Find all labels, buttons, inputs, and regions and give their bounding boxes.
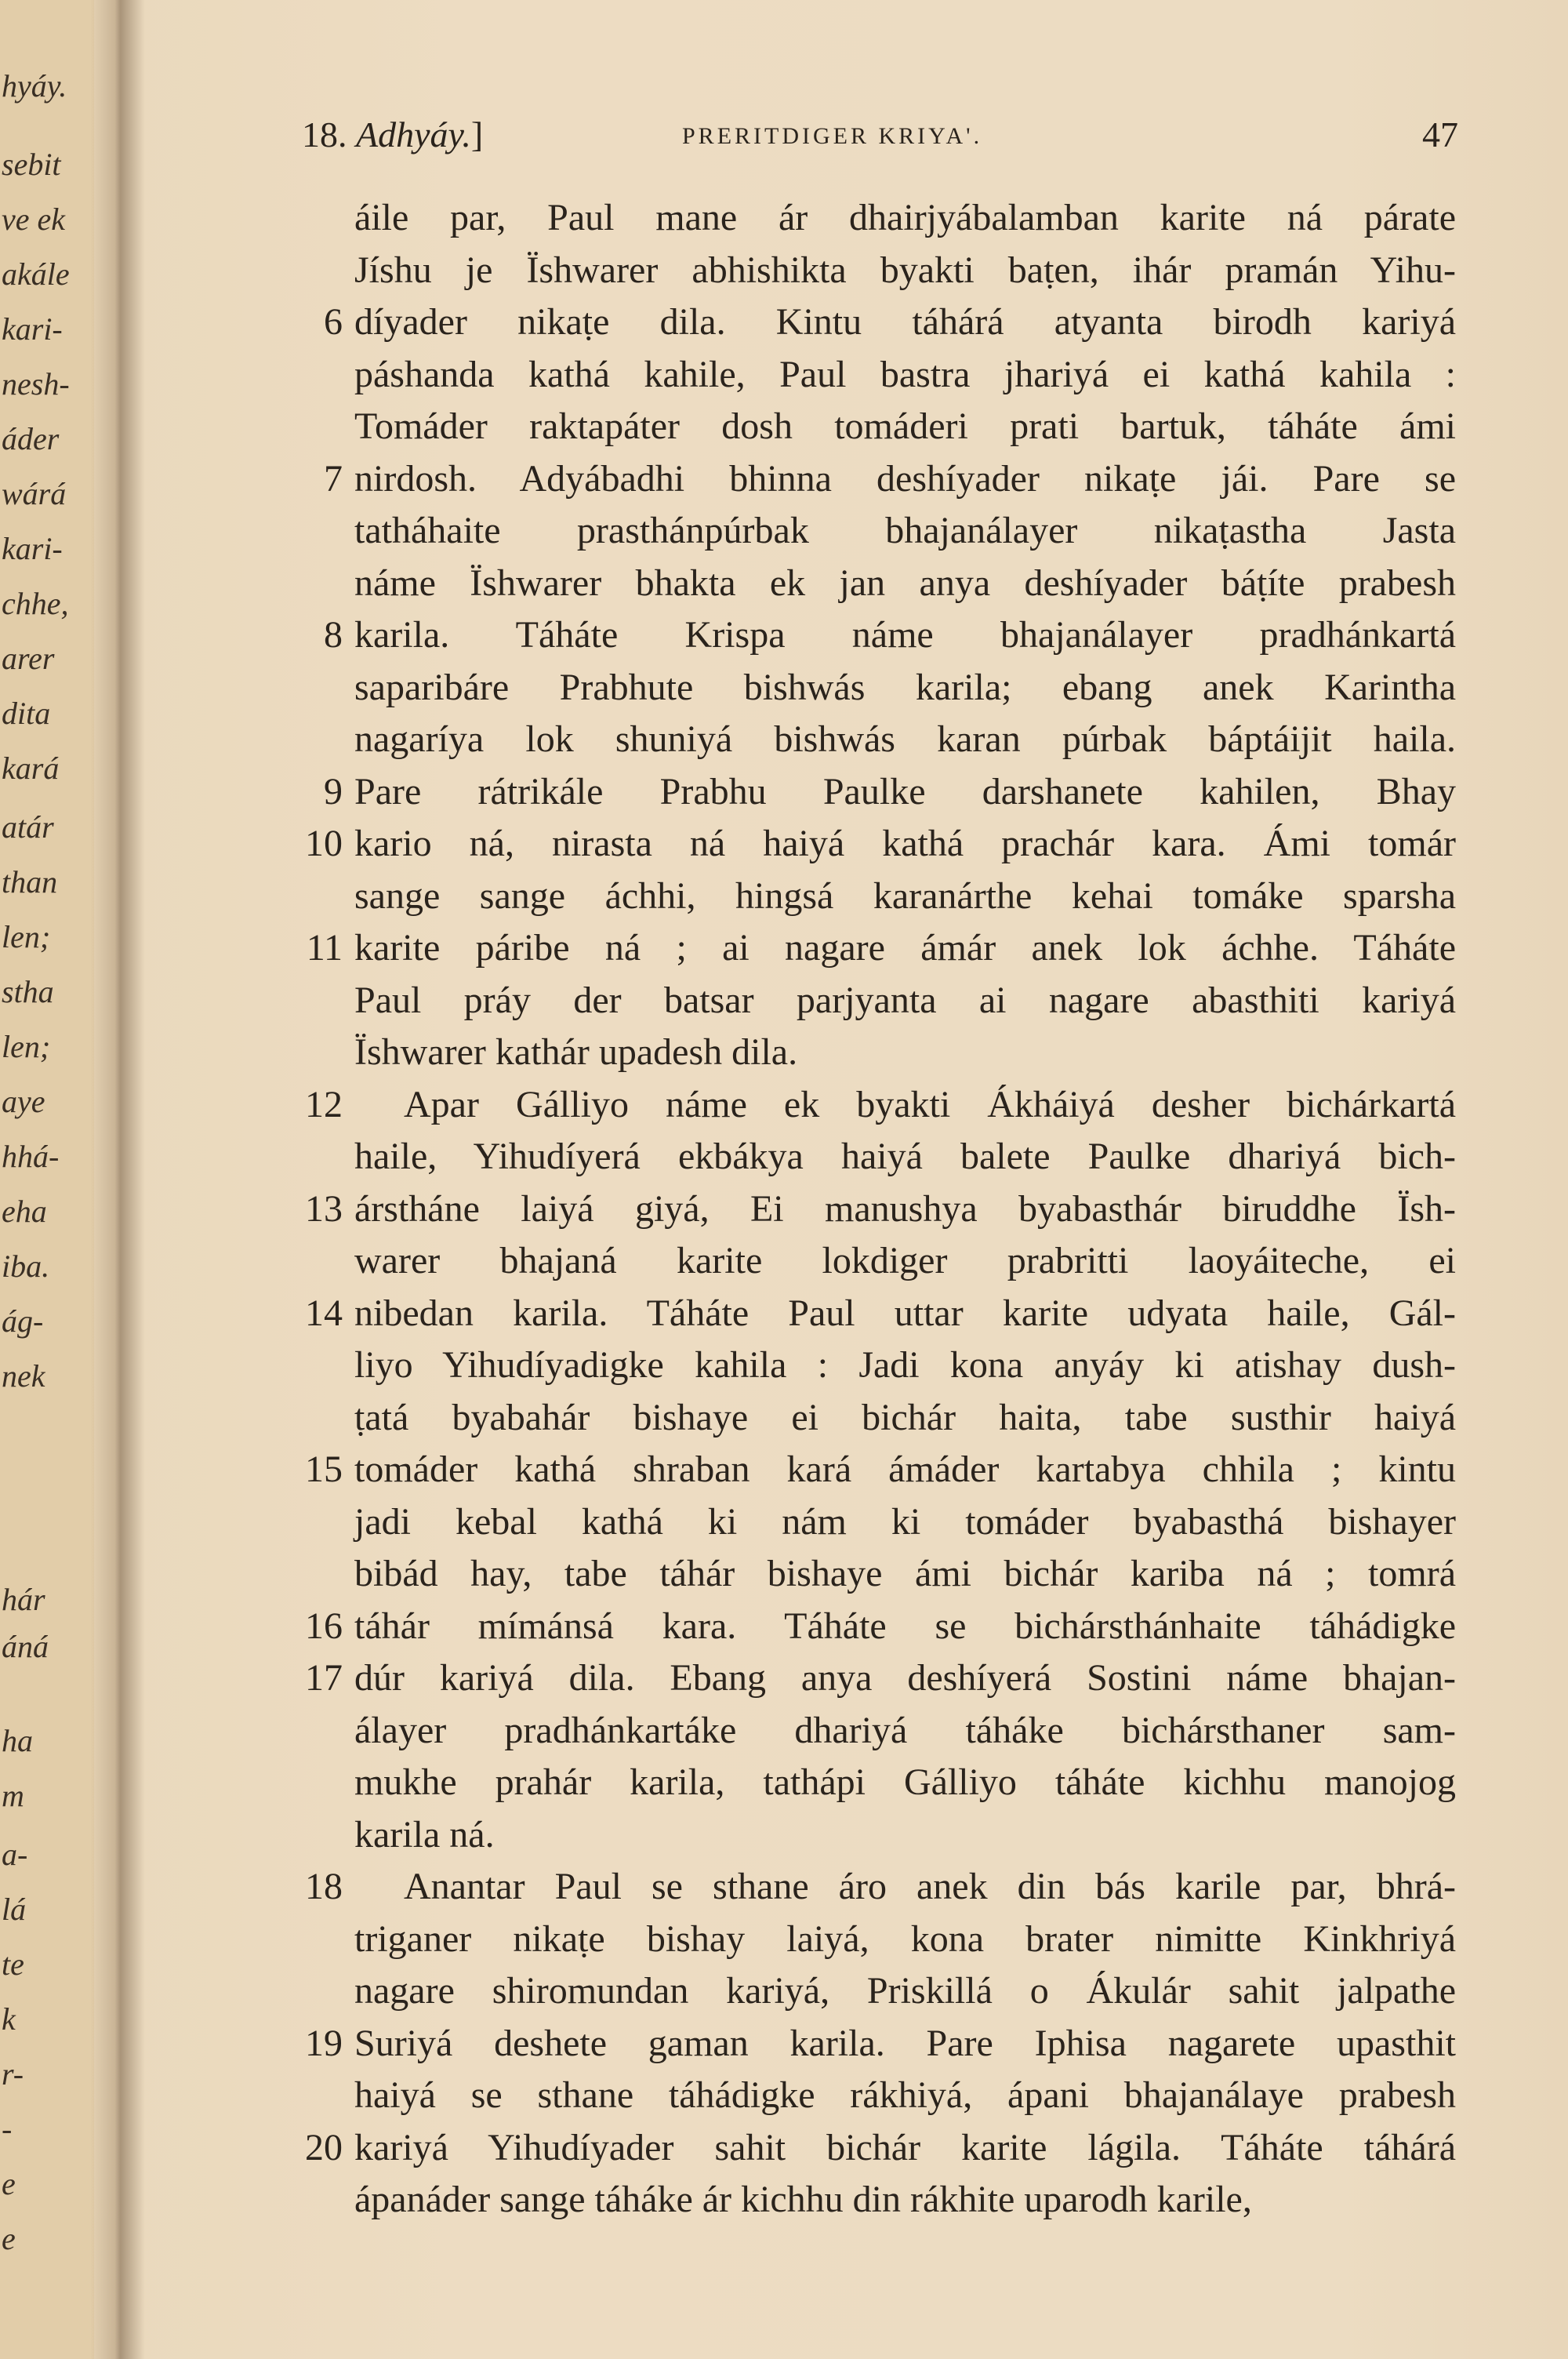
line-text: árstháne laiyá giyá, Ei manushya byabasthár biruddhe Ïsh- (354, 1187, 1456, 1230)
facing-page-fragment: kará (2, 751, 60, 786)
facing-page-fragment: stha (2, 974, 54, 1009)
text-line (0, 766, 1568, 818)
line-text: karite páribe ná ; ai nagare ámár anek lok áchhe. Táháte (354, 927, 1456, 969)
facing-page-fragment: te (2, 1946, 24, 1982)
chapter-reference (302, 114, 483, 155)
line-text: Suriyá deshete gaman karila. Pare Iphisa nagarete upasthit (354, 2022, 1456, 2064)
text-line (0, 1548, 1568, 1600)
facing-page-fragment: akále (2, 256, 70, 292)
verse-number: 13 (305, 1187, 343, 1230)
line-text: náme Ïshwarer bhakta ek jan anya deshíyader báṭíte prabesh (354, 562, 1456, 604)
facing-page-fragment: k (2, 2001, 16, 2037)
facing-page-fragment: aye (2, 1084, 45, 1119)
line-text: Apar Gálliyo náme ek byakti Ákháiyá desher bichárkartá (404, 1083, 1456, 1125)
line-text: warer bhajaná karite lokdiger prabritti laoyáiteche, ei (354, 1240, 1456, 1281)
facing-page-fragment: nek (2, 1358, 45, 1394)
text-line (0, 2122, 1568, 2174)
text-line (0, 1235, 1568, 1287)
text-line (0, 2018, 1568, 2070)
chapter-number: 18. (302, 114, 347, 154)
chapter-word: Adhyáy. (356, 114, 471, 154)
line-text: nagaríya lok shuniyá bishwás karan púrbak báptáijit haila. (354, 718, 1456, 760)
verse-number: 19 (305, 2022, 343, 2064)
text-line (0, 296, 1568, 348)
line-text: ṭatá byabahár bishaye ei bichár haita, tabe susthir haiyá (354, 1396, 1456, 1438)
facing-page-fragment: áná (2, 1629, 49, 1664)
facing-page-fragment: len; (2, 1029, 51, 1064)
line-text: Ïshwarer kathár upadesh dila. (354, 1031, 798, 1073)
verse-number: 12 (305, 1083, 343, 1125)
verse-number: 15 (305, 1448, 343, 1490)
line-text: Tomáder raktapáter dosh tomáderi prati bartuk, táháte ámi (354, 405, 1456, 447)
text-line (0, 1705, 1568, 1757)
facing-page-fragment: dita (2, 696, 51, 731)
line-text: áile par, Paul mane ár dhairjyábalamban karite ná párate (354, 197, 1456, 238)
text-line (0, 1079, 1568, 1131)
text-line (0, 1392, 1568, 1444)
page-number: 47 (1422, 114, 1458, 154)
running-title: PRERITDIGER KRIYA'. (682, 123, 983, 149)
facing-page-fragment: - (2, 2111, 13, 2146)
facing-page-fragment: r- (2, 2056, 24, 2092)
line-text: Jíshu je Ïshwarer abhishikta byakti baṭen, ihár pramán Yihu- (354, 249, 1456, 291)
facing-page-fragment: kari- (2, 531, 63, 566)
facing-page-fragment: kari- (2, 311, 63, 347)
text-line (0, 1496, 1568, 1548)
text-line (0, 714, 1568, 765)
line-text: páshanda kathá kahile, Paul bastra jhariyá ei kathá kahila : (354, 353, 1456, 395)
text-line (0, 1027, 1568, 1078)
text-line (0, 453, 1568, 505)
text-line (0, 1861, 1568, 1913)
text-line (0, 1757, 1568, 1808)
verse-number: 10 (305, 823, 343, 864)
line-text: haiyá se sthane táhádigke rákhiyá, ápani bhajanálaye prabesh (354, 2074, 1456, 2116)
text-line (0, 1914, 1568, 1965)
facing-page-fragment: atár (2, 809, 54, 845)
facing-page-fragment: hhá- (2, 1139, 60, 1174)
facing-page-fragment: wárá (2, 476, 67, 511)
text-line (0, 1444, 1568, 1496)
verse-number: 20 (305, 2126, 343, 2168)
text-line (0, 919, 1568, 974)
line-text: kariyá Yihudíyader sahit bichár karite lágila. Táháte táhárá (354, 2126, 1456, 2168)
text-line (0, 871, 1568, 922)
facing-page-fragment: sebit (2, 147, 61, 182)
facing-page-fragment: hyáy. (2, 68, 67, 104)
facing-page-fragment: ág- (2, 1303, 44, 1339)
text-line (0, 1183, 1568, 1235)
line-text: Anantar Paul se sthane áro anek din bás karile par, bhrá- (404, 1866, 1456, 1907)
facing-page-fragment: a- (2, 1837, 28, 1872)
facing-page-fragment: hár (2, 1582, 45, 1617)
facing-page-fragment: e (2, 2221, 16, 2256)
line-text: karila ná. (354, 1813, 495, 1856)
line-text: karila. Táháte Krispa náme bhajanálayer pradhánkartá (354, 614, 1456, 656)
facing-page-fragment: lá (2, 1892, 27, 1927)
line-text: jadi kebal kathá ki nám ki tomáder byabasthá bishayer (354, 1500, 1456, 1543)
facing-page-fragment: nesh- (2, 366, 70, 402)
text-line (0, 2070, 1568, 2121)
facing-page-fragment: eha (2, 1194, 47, 1229)
line-text: dúr kariyá dila. Ebang anya deshíyerá Sostini náme bhajan- (354, 1657, 1456, 1699)
line-text: saparibáre Prabhute bishwás karila; ebang anek Karintha (354, 666, 1456, 708)
text-line (0, 245, 1568, 296)
line-text: nagare shiromundan kariyá, Priskillá o Ákulár sahit jalpathe (354, 1970, 1456, 2012)
line-text: álayer pradhánkartáke dhariyá táháke bichársthaner sam- (354, 1709, 1456, 1751)
page-header (302, 114, 1458, 161)
verse-number: 8 (324, 614, 343, 656)
text-line (0, 609, 1568, 661)
facing-page-fragment: than (2, 864, 58, 900)
text-line (0, 1339, 1568, 1394)
text-line (0, 2174, 1568, 2226)
line-text: Paul práy der batsar parjyanta ai nagare abasthiti kariyá (354, 979, 1456, 1021)
text-line (0, 1601, 1568, 1652)
text-line (0, 818, 1568, 870)
line-text: bibád hay, tabe táhár bishaye ámi bichár kariba ná ; tomrá (354, 1553, 1456, 1594)
facing-page-fragment: ve ek (2, 202, 66, 237)
line-text: nibedan karila. Táháte Paul uttar karite udyata haile, Gál- (354, 1292, 1456, 1334)
verse-number: 9 (324, 770, 343, 812)
verse-number: 11 (306, 927, 343, 969)
facing-page-fragment: len; (2, 919, 51, 954)
text-line (0, 558, 1568, 609)
line-text: táhár mímánsá kara. Táháte se bichársthánhaite táhádigke (354, 1605, 1456, 1647)
line-text: triganer nikaṭe bishay laiyá, kona brater nimitte Kinkhriyá (354, 1917, 1456, 1960)
text-line (0, 1131, 1568, 1183)
line-text: sange sange áchhi, hingsá karanárthe kehai tomáke sparsha (354, 874, 1456, 917)
verse-number: 6 (324, 301, 343, 343)
chapter-bracket: ] (470, 114, 484, 154)
text-line (0, 401, 1568, 456)
line-text: mukhe prahár karila, tathápi Gálliyo táháte kichhu manojog (354, 1761, 1456, 1803)
verse-number: 16 (305, 1605, 343, 1647)
text-line (0, 662, 1568, 714)
verse-number: 7 (324, 457, 343, 500)
verse-number: 14 (305, 1292, 343, 1334)
facing-page-fragment: chhe, (2, 586, 69, 621)
line-text: kario ná, nirasta ná haiyá kathá prachár kara. Ámi tomár (354, 823, 1456, 864)
facing-page-fragment: m (2, 1778, 24, 1813)
text-line (0, 1809, 1568, 1861)
facing-page-fragment: áder (2, 421, 60, 456)
facing-page-fragment: iba. (2, 1249, 50, 1284)
text-line (0, 349, 1568, 401)
text-line (0, 505, 1568, 557)
facing-page-fragment: arer (2, 641, 55, 676)
text-line (0, 1288, 1568, 1339)
line-text: Pare rátrikále Prabhu Paulke darshanete kahilen, Bhay (354, 770, 1456, 812)
verse-number: 18 (305, 1866, 343, 1907)
verse-number: 17 (305, 1657, 343, 1699)
facing-page-fragment: e (2, 2166, 16, 2201)
line-text: nirdosh. Adyábadhi bhinna deshíyader nikaṭe jái. Pare se (354, 457, 1456, 500)
line-text: díyader nikaṭe dila. Kintu táhárá atyanta birodh kariyá (354, 301, 1456, 343)
line-text: liyo Yihudíyadigke kahila : Jadi kona anyáy ki atishay dush- (354, 1344, 1456, 1386)
text-line (0, 1965, 1568, 2017)
text-line (0, 1652, 1568, 1704)
line-text: haile, Yihudíyerá ekbákya haiyá balete Paulke dhariyá bich- (354, 1136, 1456, 1177)
text-line (0, 975, 1568, 1027)
line-text: tomáder kathá shraban kará ámáder kartabya chhila ; kintu (354, 1448, 1456, 1490)
text-line (0, 192, 1568, 244)
line-text: ápanáder sange táháke ár kichhu din rákhite uparodh karile, (354, 2179, 1252, 2220)
facing-page-fragment: ha (2, 1723, 33, 1758)
line-text: tatháhaite prasthánpúrbak bhajanálayer nikaṭastha Jasta (354, 510, 1456, 551)
